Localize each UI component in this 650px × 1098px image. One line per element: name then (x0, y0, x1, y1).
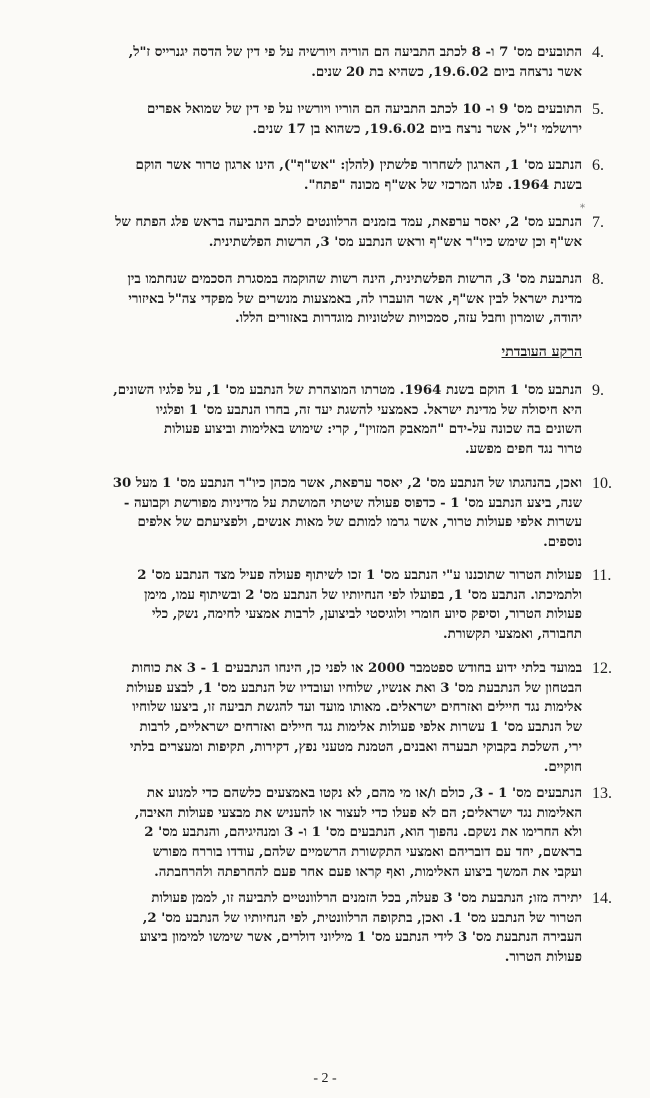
text-line: עשרות אלפי פעולות טרור, אשר גרמו למותם של מאות אנשים, ולפציעתם של אלפים (137, 515, 582, 531)
text-line: ואכן, בהנהגתו של הנתבע מס' 2, יאסר ערפאת, אשר מכהן כיו"ר הנתבע מס' 1 מעל 30 (112, 476, 582, 491)
text-line: יהודה, שומרון וחבל עזה, סמכויות שלטוניות מוגדרות באזורים הללו. (234, 311, 582, 327)
text-line: האלימות נגד ישראלים; הם לא פעלו כדי לעצור או להעניש את מבצעי פעולות האיבה, (134, 805, 582, 821)
text-line: התובעים מס' 7 ו- 8 לכתב התביעה הם הוריה ויורשיה על פי דין של הדסה יגנרייס ז"ל, (128, 45, 582, 60)
paragraph-text (52, 213, 582, 252)
paragraph-number: 9. (592, 382, 604, 399)
text-line: הנתבעת מס' 3, הרשות הפלשתינית, הינה רשות שהוקמה במסגרת הסכמים שנחתמו בין (127, 272, 582, 287)
text-line: נוספים. (543, 535, 582, 551)
paragraph-number: 13. (592, 785, 612, 802)
paragraph-text (52, 100, 582, 139)
text-line: טרור נגד חפים מפשע. (464, 442, 582, 458)
paragraph-number: 8. (592, 271, 604, 288)
margin-mark: * (580, 203, 585, 214)
text-line: בראשם, יחד עם דובריהם ואמצעי התקשורת הרשמיים שלהם, עודדו בוררח מפורש (152, 845, 582, 861)
text-line: במועד בלתי ידוע בחודש ספטמבר 2000 או לפני כן, הינחו הנתבעים 1 - 3 את כוחות (131, 661, 582, 676)
paragraph-text (52, 474, 582, 553)
text-line: ולא החרימו את נשקם. נהפוך הוא, הנתבעים מס' 1 ו- 3 ומנהיגיהם, והנתבע מס' 2 (144, 825, 582, 841)
text-line: אשר נרצחה ביום 19.6.02, כשהיא בת 20 שנים. (311, 64, 582, 80)
page-number: - 2 - (313, 1071, 337, 1086)
paragraph-number: 5. (592, 101, 604, 118)
text-line: מדינת ישראל לבין אש"ף, אשר הועברו לה, באמצעות מנשרים של מפקדי צה"ל באיזורי (128, 291, 582, 307)
text-line: אש"ף וכן שימש כיו"ר אש"ף וראש הנתבע מס' 3, הרשות הפלשתינית. (208, 234, 582, 250)
paragraph-text (52, 43, 582, 82)
text-line: ירושלמי ז"ל, אשר נרצח ביום 19.6.02, כשהוא בן 17 שנים. (252, 121, 582, 137)
text-line: שנה, ביצע הנתבע מס' 1 - כדפוס פעולה שיטתי המושתת על מדיניות מפורשת וקבועה - (123, 495, 582, 511)
text-line: הנתבעים מס' 1 - 3, כולם ו/או מי מהם, לא נקטו באמצעים כלשהם כדי למנוע את (146, 786, 582, 801)
text-line: אלימות נגד חיילים ואזרחים ישראלים. מאותו מועד ועד להגשת תביעה זו, ביצעו שלוחיו (132, 700, 582, 716)
paragraph-text (52, 659, 582, 777)
text-line: פעולות הטרור שתוכננו ע"י הנתבע מס' 1 זכו לשיתוף פעולה פעיל מצד הנתבע מס' 2 (137, 568, 582, 583)
paragraph-number: 4. (592, 44, 604, 61)
paragraph-number: 6. (592, 157, 604, 174)
paragraph-number: 14. (592, 890, 612, 907)
text-line: העבירה הנתבעת מס' 3 לידי הנתבע מס' 1 מיליוני דולרים, אשר שימשו למימון ביצוע (139, 930, 582, 946)
text-line: היא חיסולה של מדינת ישראל. כאמצעי להשגת יעד זה, בחרו הנתבע מס' 1 ופלגיו (156, 402, 582, 418)
paragraph-text (52, 156, 582, 195)
text-line: של הנתבע מס' 1 עשרות אלפי פעולות אלימות נגד חיילים ואזרחים ישראליים, לרבות (139, 720, 582, 736)
text-line: ירי, השלכת בקבוקי תבערה ואבנים, הטמנת מטעני נפץ, דקירות, תקיפות ומעצרים בלתי (130, 739, 582, 755)
text-line: חוקיים. (543, 759, 582, 775)
text-line: הנתבע מס' 1, הארגון לשחרור פלשתין (להלן: "אש"ף"), הינו ארגון טרור אשר הוקם (135, 158, 582, 173)
paragraph-number: 11. (592, 567, 612, 584)
paragraph-text (52, 784, 582, 883)
text-line: פעולות הטרור. (504, 950, 582, 966)
paragraph-text (52, 566, 582, 645)
text-line: תחבורה, ואמצעי תקשורת. (443, 627, 582, 643)
text-line: ולתמיכתו. הנתבע מס' 1, בפועלו לפי הנחיותיו של הנתבע מס' 2 ובשיתוף עמו, מימן (144, 587, 582, 603)
paragraph-text (52, 889, 582, 968)
paragraph-number: 10. (592, 475, 612, 492)
text-line: יתירה מזו; הנתבעת מס' 3 פעלה, בכל הזמנים הרלוונטיים לתביעה זו, לממן פעולות (151, 891, 582, 906)
paragraph-text (52, 270, 582, 329)
section-heading: הרקע העובדתי (501, 344, 582, 360)
paragraph-text (52, 381, 582, 460)
text-line: השונים בה שכונה על-ידם "המאבק המזוין", קרי: שימוש באלימות וביצוע פעולות (163, 422, 582, 438)
text-line: הבטחון של הנתבעת מס' 3 ואת אנשיו, שלוחיו ועובדיו של הנתבע מס' 1, לבצע פעולות (126, 680, 582, 696)
text-line: התובעים מס' 9 ו- 10 לכתב התביעה הם הוריו ויורשיו על פי דין של שמואל אפרים (146, 102, 582, 117)
text-line: ועקבי את המשך ביצוע האלימות, ואף קראו פעם אחר פעם להחרפתה ולהרחבתה. (154, 864, 582, 880)
text-line: הנתבע מס' 1 הוקם בשנת 1964. מטרתו המוצהרת של הנתבע מס' 1, על פלגיו השונים, (113, 383, 582, 398)
text-line: הטרור של הנתבע מס' 1. ואכן, בתקופה הרלוונטית, לפי הנחיותיו של הנתבע מס' 2, (142, 910, 582, 926)
paragraph-number: 7. (592, 214, 604, 231)
text-line: הנתבע מס' 2, יאסר ערפאת, עמד בזמנים הרלוונטים לכתב התביעה בראש פלג הפתח של (115, 215, 582, 230)
paragraph-number: 12. (592, 660, 612, 677)
text-line: בשנת 1964. פלגו המרכזי של אש"ף מכונה "פתח". (303, 177, 582, 193)
text-line: פעולות הטרור, וסיפק סיוע חומרי ולוגיסטי לביצוען, לרבות אמצעי לחימה, נשק, כלי (151, 607, 582, 623)
